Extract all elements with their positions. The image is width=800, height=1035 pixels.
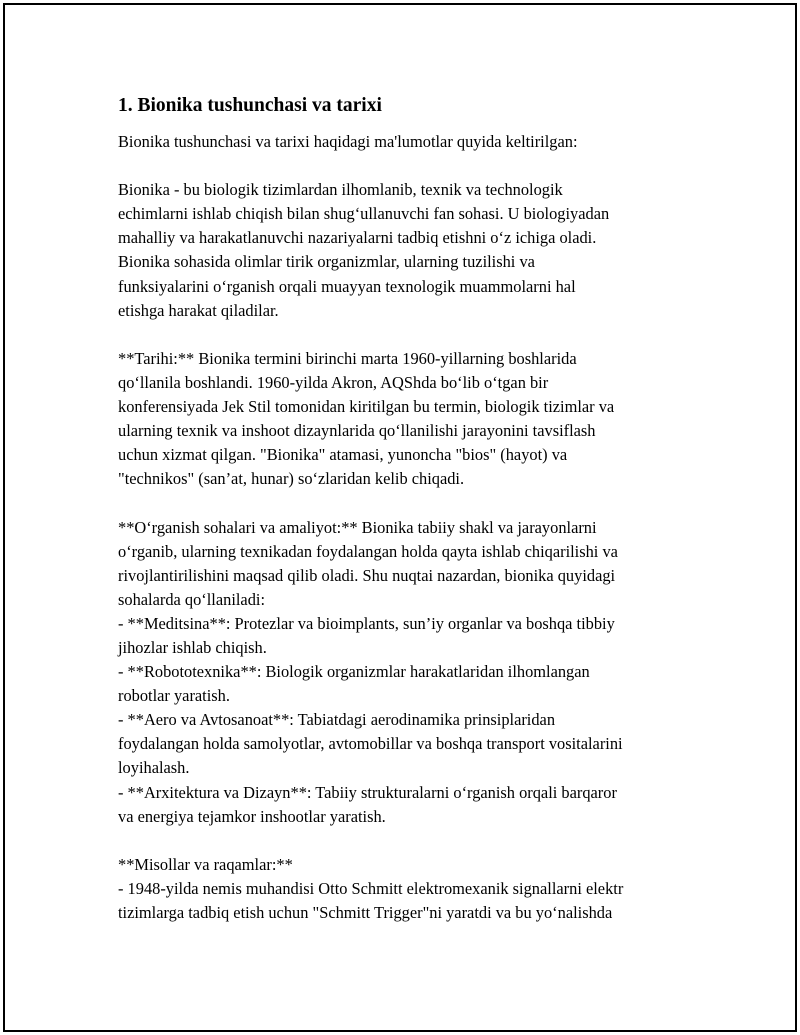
- definition-paragraph: [118, 178, 698, 323]
- text-line: rivojlantirilishini maqsad qilib oladi. Shu nuqtai nazardan, bionika quyidagi: [118, 565, 616, 585]
- text-line: funksiyalarini o‘rganish orqali muayyan texnologik muammolarni hal: [118, 276, 576, 296]
- paragraph-gap: [118, 491, 698, 515]
- text-line: sohalarda qo‘llaniladi:: [118, 589, 266, 609]
- paragraph-gap: [118, 323, 698, 347]
- text-line: Bionika sohasida olimlar tirik organizmlar, ularning tuzilishi va: [118, 252, 535, 272]
- text-line: o‘rganib, ularning texnikadan foydalangan holda qayta ishlab chiqarilishi va: [118, 541, 618, 561]
- examples-paragraph: [118, 853, 698, 925]
- text-line: loyihalash.: [118, 758, 190, 778]
- fields-paragraph: [118, 516, 698, 829]
- text-line: tizimlarga tadbiq etish uchun "Schmitt Trigger"ni yaratdi va bu yo‘nalishda: [118, 903, 613, 922]
- text-line: jihozlar ishlab chiqish.: [118, 637, 267, 657]
- intro-paragraph: Bionika tushunchasi va tarixi haqidagi ma'lumotlar quyida keltirilgan:: [118, 132, 578, 151]
- text-line: ularning texnik va inshoot dizaynlarida qo‘llanilishi jarayonini tavsiflash: [118, 421, 596, 441]
- text-line: Bionika - bu biologik tizimlardan ilhomlanib, texnik va technologik: [118, 180, 563, 200]
- text-line: konferensiyada Jek Stil tomonidan kiritilgan bu termin, biologik tizimlar va: [118, 397, 615, 417]
- paragraph-gap: [118, 829, 698, 853]
- text-line: **Tarihi:** Bionika termini birinchi marta 1960-yillarning boshlarida: [118, 348, 577, 368]
- list-item-line: - 1948-yilda nemis muhandisi Otto Schmitt elektromexanik signallarni elektr: [118, 878, 624, 898]
- text-line: mahalliy va harakatlanuvchi nazariyalarni tadbiq etishni o‘z ichiga oladi.: [118, 228, 597, 248]
- list-item-line: - **Aero va Avtosanoat**: Tabiatdagi aerodinamika prinsiplaridan: [118, 710, 556, 730]
- text-line: etishga harakat qiladilar.: [118, 300, 279, 320]
- text-line: "technikos" (san’at, hunar) so‘zlaridan kelib chiqadi.: [118, 469, 465, 489]
- text-line: foydalangan holda samolyotlar, avtomobillar va boshqa transport vositalarini: [118, 734, 623, 754]
- list-item-line: - **Robototexnika**: Biologik organizmlar harakatlaridan ilhomlangan: [118, 662, 590, 682]
- list-item-line: - **Arxitektura va Dizayn**: Tabiiy strukturalarni o‘rganish orqali barqaror: [118, 782, 617, 802]
- text-line: qo‘llanila boshlandi. 1960-yilda Akron, AQShda bo‘lib o‘tgan bir: [118, 372, 549, 392]
- text-line: uchun xizmat qilgan. "Bionika" atamasi, yunoncha "bios" (hayot) va: [118, 445, 568, 465]
- text-line: **O‘rganish sohalari va amaliyot:** Bionika tabiiy shakl va jarayonlarni: [118, 517, 597, 537]
- document-body: [118, 94, 698, 925]
- text-line: echimlarni ishlab chiqish bilan shug‘ullanuvchi fan sohasi. U biologiyadan: [118, 204, 610, 224]
- section-heading: 1. Bionika tushunchasi va tarixi: [118, 95, 382, 116]
- paragraph-gap: [118, 154, 698, 178]
- text-line: robotlar yaratish.: [118, 686, 230, 706]
- list-item-line: - **Meditsina**: Protezlar va bioimplants, sun’iy organlar va boshqa tibbiy: [118, 613, 615, 633]
- history-paragraph: [118, 347, 698, 492]
- text-line: **Misollar va raqamlar:**: [118, 854, 293, 874]
- text-line: va energiya tejamkor inshootlar yaratish.: [118, 806, 386, 826]
